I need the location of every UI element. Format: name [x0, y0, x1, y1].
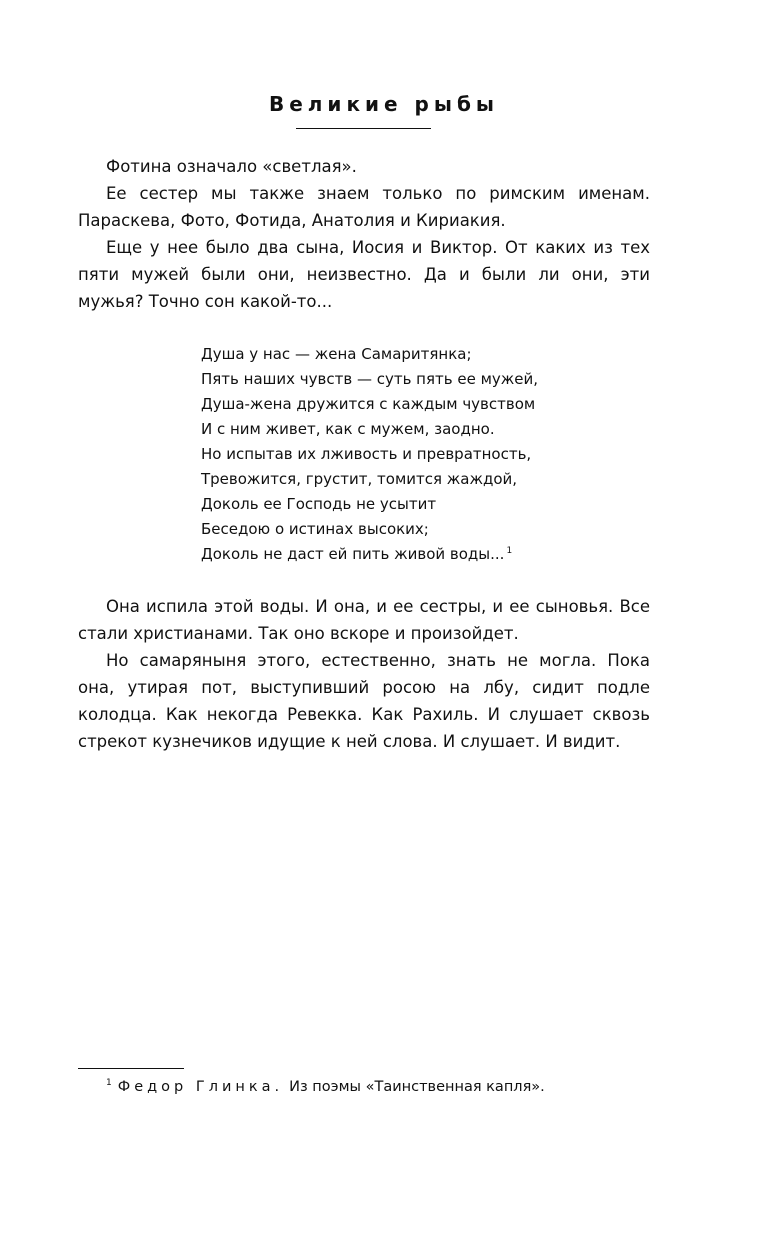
footnote: [106, 1076, 545, 1098]
footnote-author: Федор Глинка.: [117, 1079, 284, 1095]
footnote-text: Из поэмы «Таинственная капля».: [289, 1079, 545, 1095]
verse-line: Душа у нас — жена Самаритянка;: [201, 345, 472, 363]
footnote-number: 1: [106, 1078, 112, 1089]
verse-line: И с ним живет, как с мужем, заодно.: [201, 420, 495, 438]
verse-line: Беседою о истинах высоких;: [201, 520, 429, 538]
verse-line: Но испытав их лживость и превратность,: [201, 445, 532, 463]
verse-line: Тревожится, грустит, томится жаждой,: [201, 470, 518, 488]
footnote-separator: [78, 1068, 184, 1069]
paragraph: Ее сестер мы также знаем только по римским именам. Параскева, Фото, Фотида, Анатолия и Кириакия.: [78, 184, 650, 230]
verse-line: Душа-жена дружится с каждым чувством: [201, 395, 536, 413]
paragraph: Еще у нее было два сына, Иосия и Виктор. От каких из тех пяти мужей были они, неизвестно. Да и были ли они, эти мужья? Точно сон какой-то...: [78, 238, 650, 311]
page-title: Великие рыбы: [268, 92, 500, 116]
poem-quote: [201, 342, 641, 567]
verse-line-last: [201, 542, 641, 567]
body-text-bottom: [78, 593, 650, 755]
title-underline: [296, 128, 431, 129]
verse-line-text: Доколь не даст ей пить живой воды...: [201, 545, 505, 563]
body-text-top: [78, 153, 650, 315]
footnote-reference[interactable]: 1: [506, 546, 513, 556]
verse-line: Доколь ее Господь не усытит: [201, 495, 437, 513]
paragraph: Она испила этой воды. И она, и ее сестры, и ее сыновья. Все стали христианами. Так оно вскоре и произойдет.: [78, 597, 650, 643]
paragraph: Фотина означало «светлая».: [106, 157, 357, 176]
verse-line: Пять наших чувств — суть пять ее мужей,: [201, 370, 539, 388]
paragraph: Но самаряныня этого, естественно, знать не могла. Пока она, утирая пот, выступивший росою на лбу, сидит подле колодца. Как некогда Ревекка. Как Рахиль. И слушает сквозь стрекот кузнечиков идущие к ней слова. И слушает. И видит.: [78, 651, 650, 751]
